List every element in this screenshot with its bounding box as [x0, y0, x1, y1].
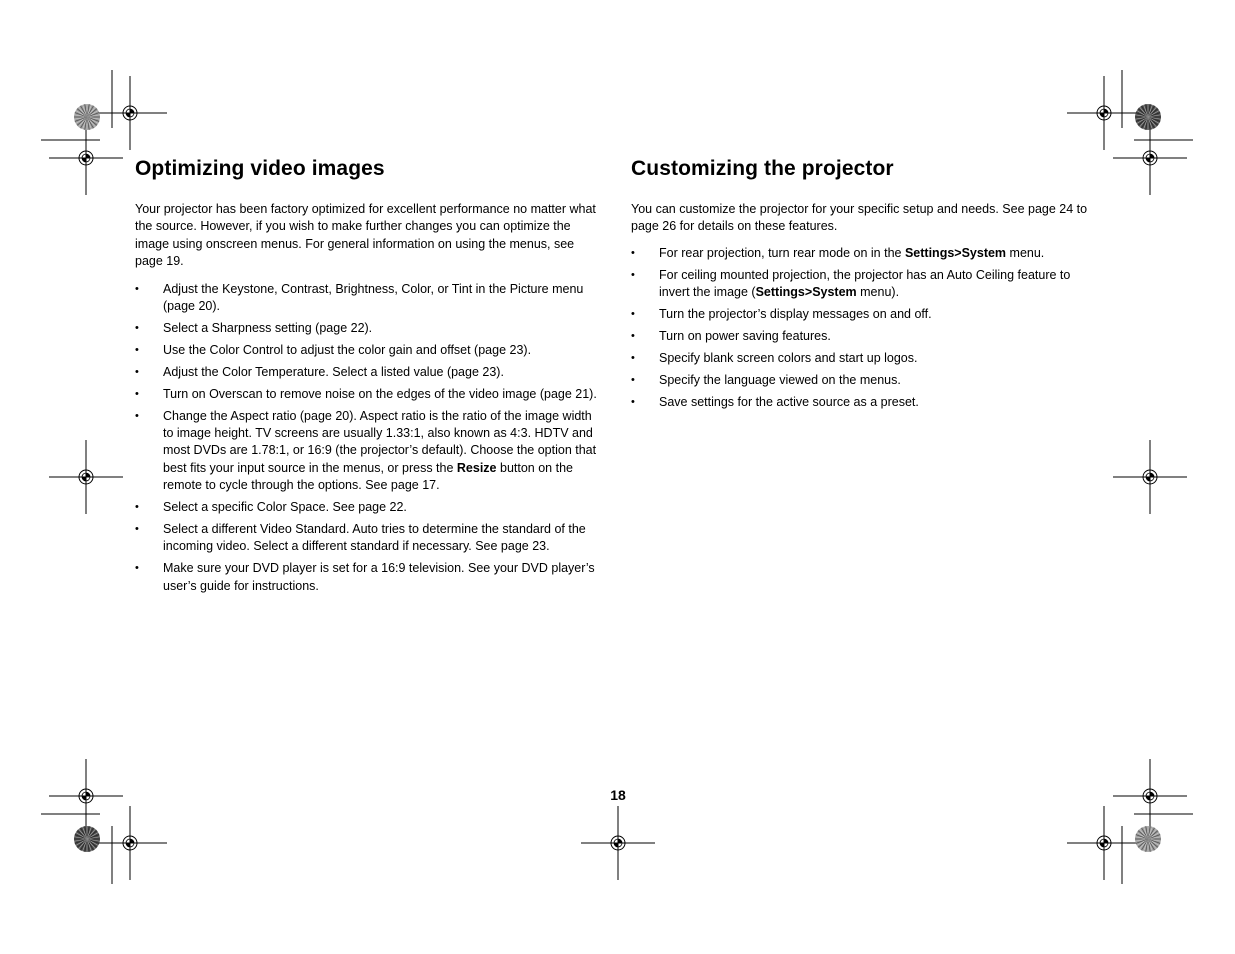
section-title: Optimizing video images [135, 157, 385, 180]
registration-mark [1113, 440, 1187, 514]
list-item: • Specify the language viewed on the menus. [631, 372, 1101, 389]
list-item: • Select a specific Color Space. See page 22. [135, 499, 605, 516]
list-item: • Turn on power saving features. [631, 328, 1101, 345]
list-item-bold: Settings>System [755, 285, 857, 300]
section-intro: Your projector has been factory optimized for excellent performance no matter what the source. However, if you wish to make further changes you can optimize the image using onscreen menus. For general information on using the menus, see page 19. [135, 202, 596, 269]
list-item-text: button on the remote to cycle through the options. See page 17. [163, 460, 573, 493]
list-item: • Adjust the Keystone, Contrast, Brightness, Color, or Tint in the Picture menu (page 20). [135, 281, 605, 316]
list-item: • Select a Sharpness setting (page 22). [135, 320, 605, 337]
list-item-bold: Resize [456, 460, 497, 475]
registration-mark [93, 76, 167, 150]
list-item: • Turn on Overscan to remove noise on the edges of the video image (page 21). [135, 386, 605, 403]
registration-mark [1113, 759, 1187, 833]
color-bar-mark [1135, 826, 1161, 852]
registration-mark [581, 806, 655, 880]
registration-mark [1113, 121, 1187, 195]
registration-mark [49, 121, 123, 195]
list-item: • Adjust the Color Temperature. Select a listed value (page 23). [135, 364, 605, 381]
registration-mark [49, 440, 123, 514]
list-item: • Turn the projector’s display messages on and off. [631, 306, 1101, 323]
page-number: 18 [610, 787, 626, 803]
list-item-text: For ceiling mounted projection, the projector has an Auto Ceiling feature to invert the image ( [659, 267, 1071, 300]
list-item-text: Change the Aspect ratio (page 20). Aspect ratio is the ratio of the image width to image height. TV screens are usually 1.33:1, also known as 4:3. HDTV and most DVDs are 1.78:1, or 16:9 (the projector’s default). Choose the option that best fits your input source in the menus, or press the [163, 408, 597, 475]
registration-mark [1067, 76, 1141, 150]
list-item: • Make sure your DVD player is set for a 16:9 television. See your DVD player’s user’s guide for instructions. [135, 560, 605, 595]
color-bar-mark [74, 826, 100, 852]
list-item: • Save settings for the active source as a preset. [631, 394, 1101, 411]
registration-mark [49, 759, 123, 833]
list-item: • Specify blank screen colors and start up logos. [631, 350, 1101, 367]
registration-mark [1067, 806, 1141, 880]
list-item: • Use the Color Control to adjust the color gain and offset (page 23). [135, 342, 605, 359]
color-bar-mark [74, 104, 100, 130]
list-item-bold: Settings>System [904, 245, 1007, 260]
color-bar-mark [1135, 104, 1161, 130]
list-item: • Select a different Video Standard. Auto tries to determine the standard of the incoming video. Select a different standard if necessary. See page 23. [135, 521, 605, 556]
section-title: Customizing the projector [631, 157, 894, 180]
list-item-text: For rear projection, turn rear mode on in the [659, 245, 905, 260]
list-item-text: menu. [1006, 245, 1045, 260]
registration-mark [93, 806, 167, 880]
section-intro: You can customize the projector for your specific setup and needs. See page 24 to page 26 for details on these features. [631, 202, 1088, 234]
list-item-text: menu). [856, 285, 900, 300]
